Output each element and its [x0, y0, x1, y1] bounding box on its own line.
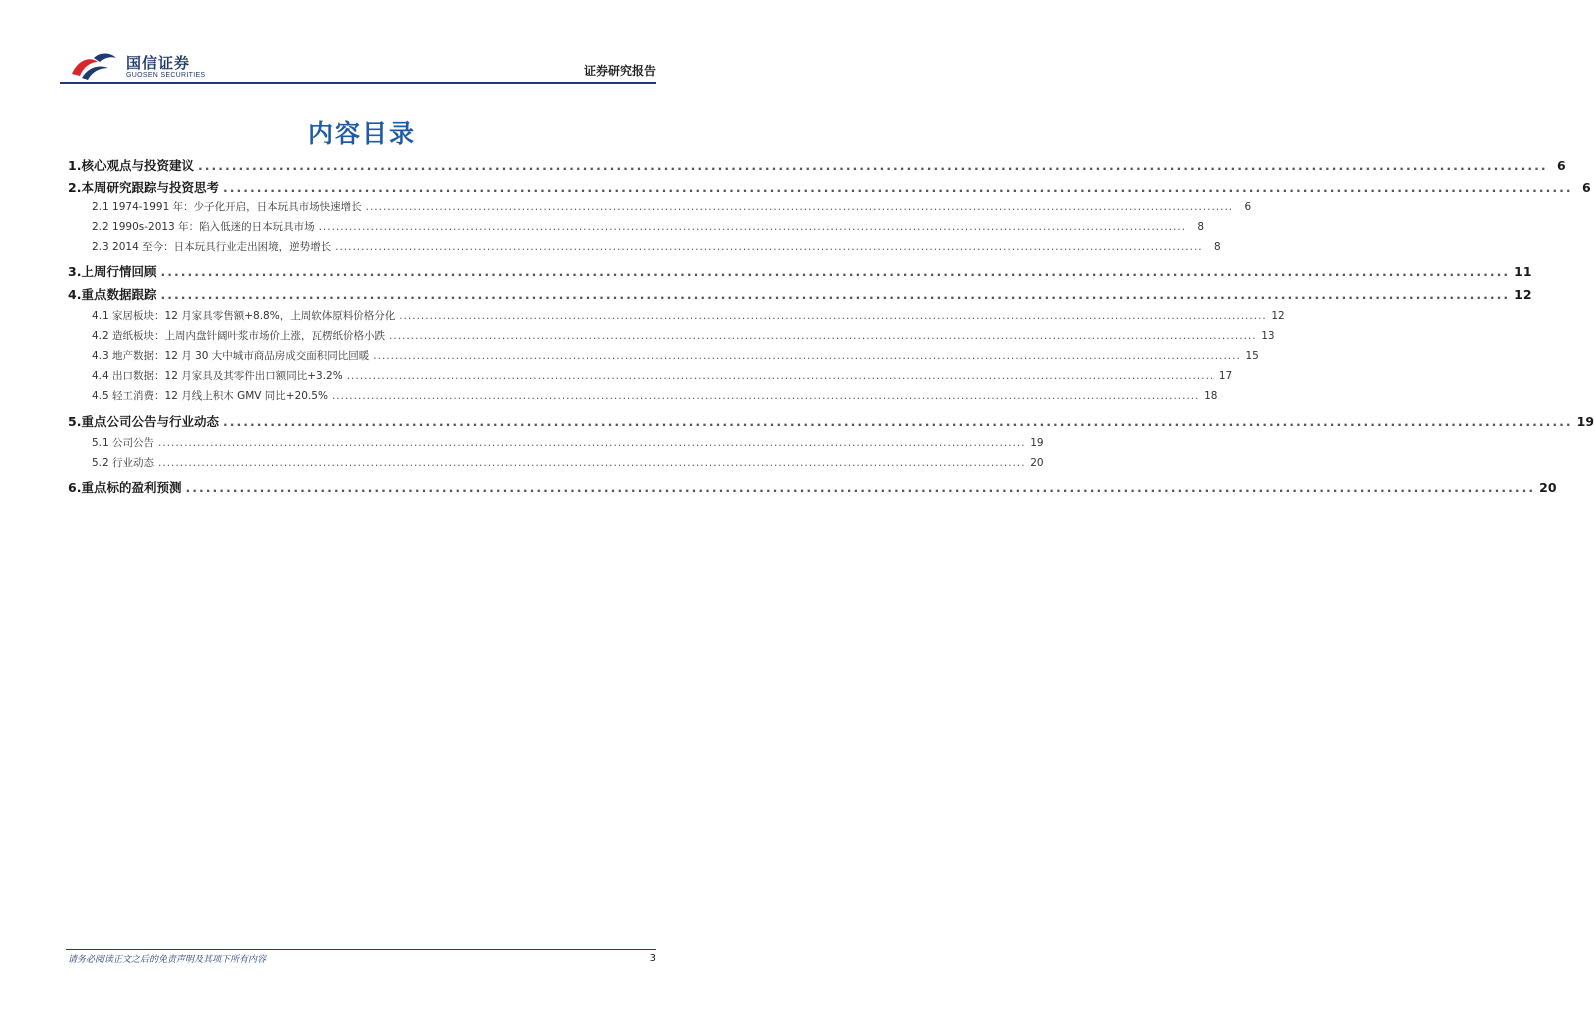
toc-entry-page: 15: [1245, 350, 1259, 362]
toc-entry-label: 2.2 1990s-2013 年：陷入低迷的日本玩具市场: [92, 221, 315, 233]
toc-entry-label: 5.2 行业动态: [92, 457, 155, 469]
toc-entry[interactable]: [68, 285, 1532, 303]
toc-entry-page: 8: [1197, 221, 1205, 233]
logo-chinese-name: 国信证券: [126, 54, 191, 72]
toc-leader-dots: ........................................................................................................................................................................................................: [318, 221, 1187, 233]
toc-leader-dots: ........................................................................................................................................................................................................: [222, 414, 1573, 429]
toc-leader-dots: ........................................................................................................................................................................................................: [335, 241, 1203, 253]
toc-entry[interactable]: [68, 262, 1532, 280]
toc-entry[interactable]: [68, 219, 1205, 234]
toc-entry-page: 6: [1556, 158, 1566, 173]
toc-entry[interactable]: [68, 239, 1221, 254]
toc-leader-dots: ........................................................................................................................................................................................................: [197, 158, 1548, 173]
toc-entry-label: 4.3 地产数据：12 月 30 大中城市商品房成交面积同比回暖: [92, 350, 370, 362]
toc-entry[interactable]: [68, 478, 1557, 496]
footer-divider: [66, 949, 656, 950]
toc-entry[interactable]: [68, 308, 1285, 323]
toc-entry-page: 8: [1213, 241, 1221, 253]
guosen-logo-icon: [68, 50, 122, 84]
header-divider: [60, 82, 656, 84]
toc-entry-page: 12: [1514, 287, 1532, 302]
page-title: 内容目录: [307, 119, 416, 148]
toc-entry-page: 19: [1030, 437, 1044, 449]
toc-entry-page: 18: [1204, 390, 1218, 402]
toc-leader-dots: ........................................................................................................................................................................................................: [222, 180, 1573, 195]
toc-entry-page: 6: [1581, 180, 1591, 195]
toc-leader-dots: ........................................................................................................................................................................................................: [331, 390, 1200, 402]
toc-entry-page: 13: [1261, 330, 1275, 342]
toc-entry-page: 11: [1514, 264, 1532, 279]
toc-entry-page: 6: [1244, 201, 1252, 213]
toc-entry-page: 20: [1539, 480, 1557, 495]
toc-entry-page: 12: [1271, 310, 1285, 322]
toc-leader-dots: ........................................................................................................................................................................................................: [158, 437, 1026, 449]
toc-entry[interactable]: [68, 412, 1594, 430]
toc-entry-label: 2.1 1974-1991 年：少子化开启，日本玩具市场快速增长: [92, 201, 362, 213]
toc-leader-dots: ........................................................................................................................................................................................................: [160, 264, 1511, 279]
toc-entry-label: 1.核心观点与投资建议: [68, 158, 194, 173]
toc-leader-dots: ........................................................................................................................................................................................................: [389, 330, 1257, 342]
toc-leader-dots: ........................................................................................................................................................................................................: [160, 287, 1511, 302]
footer-page-number: 3: [649, 953, 656, 964]
toc-entry-label: 4.5 轻工消费：12 月线上积木 GMV 同比+20.5%: [92, 390, 328, 402]
toc-entry-label: 4.重点数据跟踪: [68, 287, 157, 302]
toc-entry[interactable]: [68, 348, 1259, 363]
toc-entry[interactable]: [68, 178, 1591, 196]
footer-disclaimer: 请务必阅读正文之后的免责声明及其项下所有内容: [68, 955, 267, 965]
toc-entry-page: 20: [1030, 457, 1044, 469]
guosen-logo: [68, 50, 208, 84]
report-type-label: 证券研究报告: [583, 64, 656, 78]
toc-entry[interactable]: [68, 388, 1218, 403]
toc-entry-label: 6.重点标的盈利预测: [68, 480, 182, 495]
toc-leader-dots: ........................................................................................................................................................................................................: [185, 480, 1536, 495]
toc-entry[interactable]: [68, 199, 1252, 214]
toc-leader-dots: ........................................................................................................................................................................................................: [158, 457, 1026, 469]
toc-entry-page: 17: [1218, 370, 1233, 382]
toc-entry-label: 2.3 2014 至今：日本玩具行业走出困境，逆势增长: [92, 241, 332, 253]
toc-entry-label: 3.上周行情回顾: [68, 264, 157, 279]
toc-entry-page: 19: [1576, 414, 1594, 429]
toc-entry-label: 4.1 家居板块：12 月家具零售额+8.8%，上周软体原料价格分化: [92, 310, 396, 322]
toc-entry-label: 4.2 造纸板块：上周内盘针阔叶浆市场价上涨，瓦楞纸价格小跌: [92, 330, 386, 342]
toc-entry[interactable]: [68, 435, 1044, 450]
toc-entry[interactable]: [68, 455, 1044, 470]
toc-entry-label: 5.1 公司公告: [92, 437, 155, 449]
toc-leader-dots: ........................................................................................................................................................................................................: [365, 201, 1234, 213]
toc-entry[interactable]: [68, 156, 1566, 174]
toc-leader-dots: ........................................................................................................................................................................................................: [399, 310, 1267, 322]
toc-entry[interactable]: [68, 368, 1233, 383]
toc-entry[interactable]: [68, 328, 1275, 343]
toc-leader-dots: ........................................................................................................................................................................................................: [373, 350, 1241, 362]
toc-leader-dots: ........................................................................................................................................................................................................: [346, 370, 1215, 382]
toc-entry-label: 2.本周研究跟踪与投资思考: [68, 180, 219, 195]
logo-english-name: GUOSEN SECURITIES: [126, 72, 206, 79]
toc-entry-label: 4.4 出口数据：12 月家具及其零件出口额同比+3.2%: [92, 370, 343, 382]
page-header: [68, 46, 656, 86]
toc-entry-label: 5.重点公司公告与行业动态: [68, 414, 219, 429]
